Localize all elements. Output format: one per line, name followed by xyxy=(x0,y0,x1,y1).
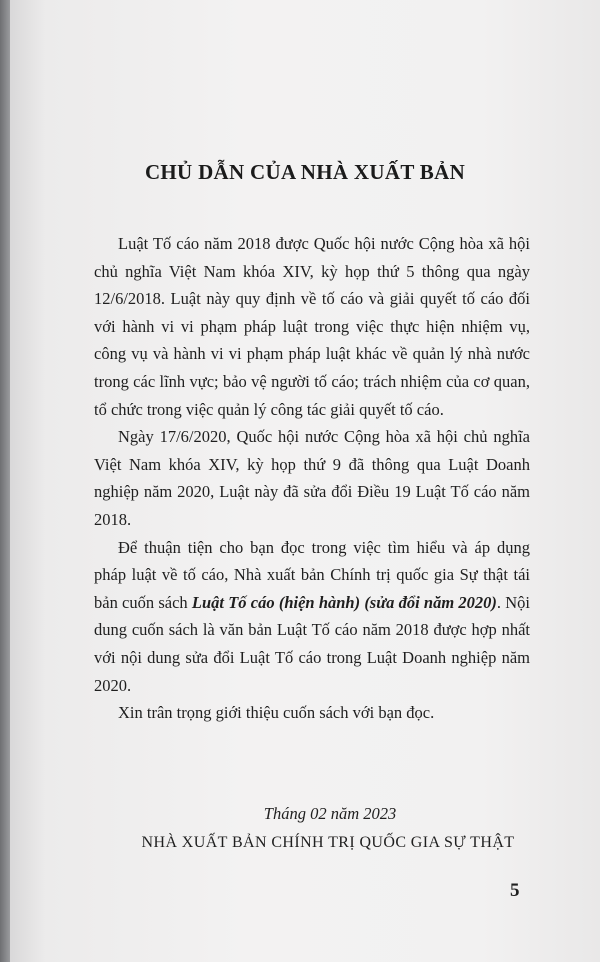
page-number: 5 xyxy=(510,880,520,901)
paragraph-2: Ngày 17/6/2020, Quốc hội nước Cộng hòa xã hội chủ nghĩa Việt Nam khóa XIV, kỳ họp thứ 9 đã thông qua Luật Doanh nghiệp năm 2020, Luật này đã sửa đổi Điều 19 Luật Tố cáo năm 2018. xyxy=(94,427,530,529)
book-page xyxy=(10,0,600,962)
publication-date: Tháng 02 năm 2023 xyxy=(263,804,397,823)
book-spine-shadow xyxy=(0,0,10,962)
book-title-emphasis: Luật Tố cáo (hiện hành) (sửa đổi năm 2020) xyxy=(191,592,497,612)
preface-body xyxy=(94,230,530,727)
paragraph-4: Xin trân trọng giới thiệu cuốn sách với bạn đọc. xyxy=(118,703,435,723)
paragraph-3-intro: Để thuận tiện cho bạn đọc trong việc tìm hiểu và áp dụng pháp luật về tố cáo, Nhà xuất bản Chính trị quốc gia Sự thật tái bản cuốn sách xyxy=(94,537,530,612)
paragraph-3-rest: . Nội dung cuốn sách là văn bản Luật Tố cáo năm 2018 được hợp nhất với nội dung sửa đổi Luật Tố cáo trong Luật Doanh nghiệp năm 2020. xyxy=(94,592,531,695)
page-heading: CHỦ DẪN CỦA NHÀ XUẤT BẢN xyxy=(144,160,466,184)
paragraph-1: Luật Tố cáo năm 2018 được Quốc hội nước Cộng hòa xã hội chủ nghĩa Việt Nam khóa XIV, kỳ họp thứ 5 thông qua ngày 12/6/2018. Luật này quy định về tố cáo và giải quyết tố cáo đối với hành vi vi phạm pháp luật trong việc thực hiện nhiệm vụ, công vụ và hành vi vi phạm pháp luật khác về quản lý nhà nước trong các lĩnh vực; bảo vệ người tố cáo; trách nhiệm của cơ quan, tổ chức trong việc quản lý công tác giải quyết tố cáo. xyxy=(94,234,530,419)
paragraph-3 xyxy=(94,534,530,700)
publisher-name: NHÀ XUẤT BẢN CHÍNH TRỊ QUỐC GIA SỰ THẬT xyxy=(141,834,515,851)
